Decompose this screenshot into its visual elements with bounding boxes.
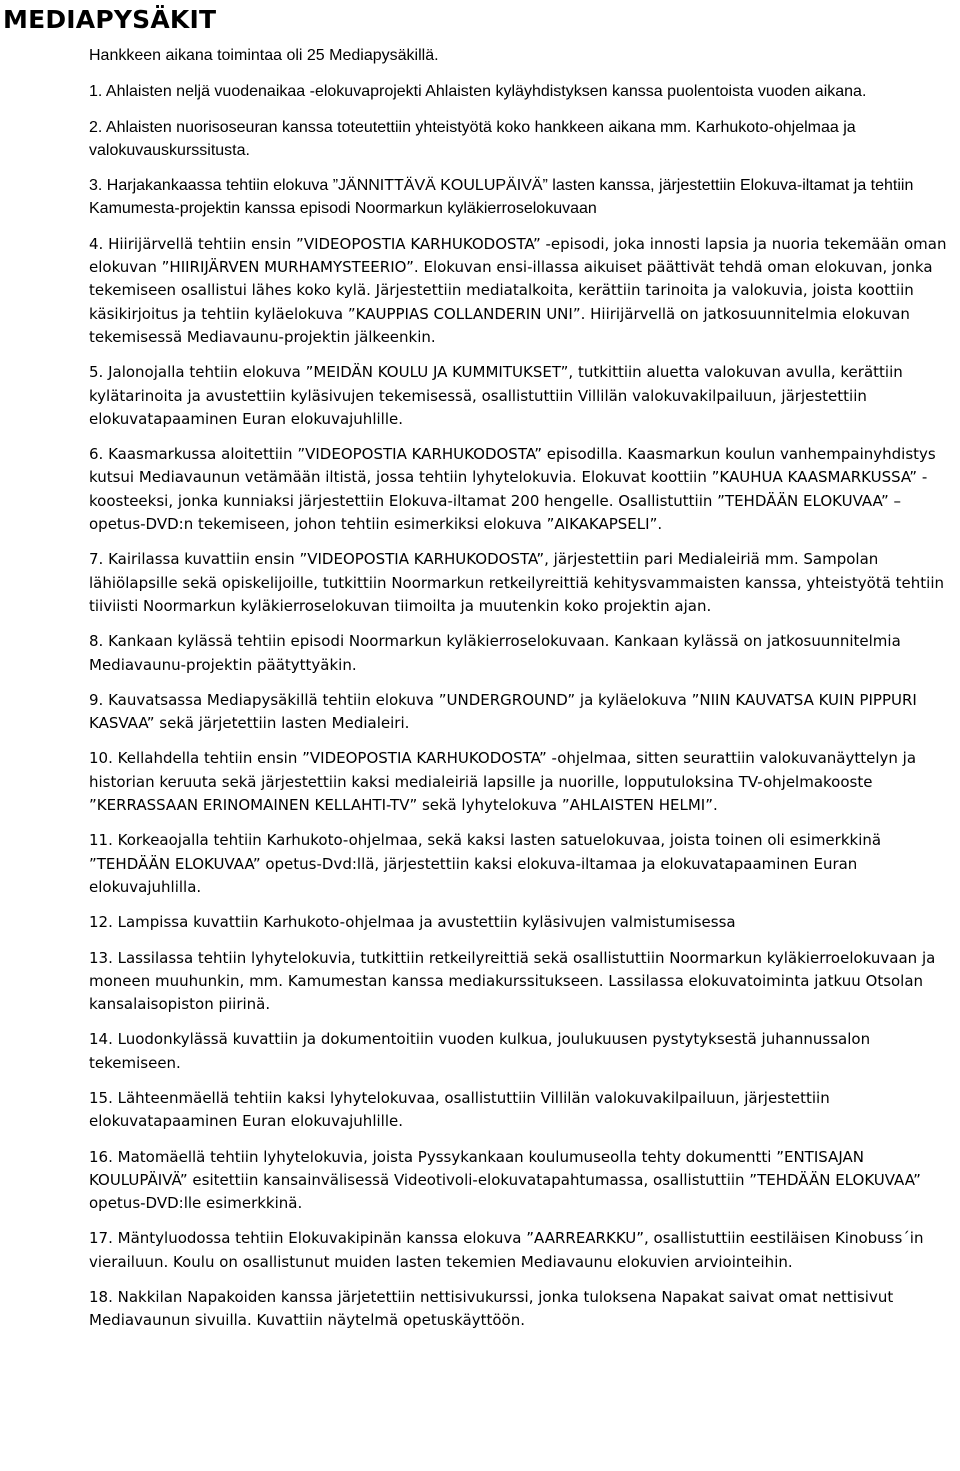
list-item: 11. Korkeaojalla tehtiin Karhukoto-ohjelmaa, sekä kaksi lasten satuelokuvaa, joista toinen oli esimerkkinä ”TEHDÄÄN ELOKUVAA” opetus-Dvd:llä, järjestettiin kaksi elokuva-iltamaa ja elokuvatapaaminen Euran elokuvajuhlilla. (89, 831, 882, 896)
list-item: 14. Luodonkylässä kuvattiin ja dokumentoitiin vuoden kulkua, joulukuusen pystytyksestä juhannussalon tekemiseen. (89, 1030, 871, 1072)
list-item: 16. Matomäellä tehtiin lyhytelokuvia, joista Pyssykankaan koulumuseolla tehty dokumentti ”ENTISAJAN KOULUPÄIVÄ” esitettiin kansainvälisessä Videotivoli-elokuvatapahtumassa, osallistuttiin ”TEHDÄÄN ELOKUVAA” opetus-DVD:lle esimerkkinä. (89, 1147, 921, 1213)
list-item: 17. Mäntyluodossa tehtiin Elokuvakipinän kanssa elokuva ”AARREARKKU”, osallistuttiin eestiläisen Kinobuss´in vierailuun. Koulu on osallistunut muiden lasten tekemien Mediavaunu elokuvien arviointeihin. (89, 1229, 924, 1271)
list-item: 6. Kaasmarkussa aloitettiin ”VIDEOPOSTIA KARHUKODOSTA” episodilla. Kaasmarkun koulun vanhempainyhdistys kutsui Mediavaunun vetämään iltistä, jossa tehtiin lyhytelokuvia. Elokuvat koottiin ”KAUHUA KAASMARKUSSA” -koosteeksi, jonka kunniaksi järjestettiin Elokuva-iltamat 200 hengelle. Osallistuttiin ”TEHDÄÄN ELOKUVAA” –opetus-DVD:n tekemiseen, johon tehtiin esimerkiksi elokuva ”AIKAKAPSELI”. (89, 445, 936, 534)
list-item: 15. Lähteenmäellä tehtiin kaksi lyhytelokuvaa, osallistuttiin Villilän valokuvakilpailuun, järjestettiin elokuvatapaaminen Euran elokuvajuhlille. (89, 1088, 830, 1131)
list-item: 9. Kauvatsassa Mediapysäkillä tehtiin elokuva ”UNDERGROUND” ja kyläelokuva ”NIIN KAUVATSA KUIN PIPPURI KASVAA” sekä järjetettiin lasten Medialeiri. (89, 690, 917, 733)
list-item: 13. Lassilassa tehtiin lyhytelokuvia, tutkittiin retkeilyreittiä sekä osallistuttiin Noormarkun kyläkierroelokuvaan ja moneen muuhunkin, mm. Kamumestan kanssa mediakurssitukseen. Lassilassa elokuvatoiminta jatkuu Otsolan kansalaisopiston piirinä. (89, 948, 936, 1014)
list-item: 12. Lampissa kuvattiin Karhukoto-ohjelmaa ja avustettiin kyläsivujen valmistumisessa (89, 913, 736, 932)
intro-paragraph: Hankkeen aikana toimintaa oli 25 Mediapysäkillä. (89, 47, 439, 64)
list-item: 7. Kairilassa kuvattiin ensin ”VIDEOPOSTIA KARHUKODOSTA”, järjestettiin pari Medialeiriä mm. Sampolan lähiölapsille sekä opiskelijoille, tutkittiin Noormarkun retkeilyreittiä kehitysvammaisten kanssa, yhteistyötä tehtiin tiiviisti Noormarkun kyläkierroselokuvan tiimoilta ja muutenkin koko projektin ajan. (89, 550, 945, 615)
list-item: 3. Harjakankaassa tehtiin elokuva ”JÄNNITTÄVÄ KOULUPÄIVÄ” lasten kanssa, järjestettiin Elokuva-iltamat ja tehtiin Kamumesta-projektin kanssa episodi Noormarkun kyläkierroselokuvaan (89, 177, 914, 218)
list-item: 8. Kankaan kylässä tehtiin episodi Noormarkun kyläkierroselokuvaan. Kankaan kylässä on jatkosuunnitelmia Mediavaunu-projektin päätyttyäkin. (89, 632, 901, 674)
document-body (89, 44, 957, 1333)
page-title: MEDIAPYSÄKIT (3, 5, 217, 34)
list-item: 4. Hiirijärvellä tehtiin ensin ”VIDEOPOSTIA KARHUKODOSTA” -episodi, joka innosti lapsia ja nuoria tekemään oman elokuvan ”HIIRIJÄRVEN MURHAMYSTEERIO”. Elokuvan ensi-illassa aikuiset päättivät tehdä oman elokuvan, jonka tekemiseen osallistui lähes koko kylä. Järjestettiin mediatalkoita, kerättiin tarinoita ja valokuvia, joista koottiin käsikirjoitus ja tehtiin kyläelokuva ”KAUPPIAS COLLANDERIN UNI”. Hiirijärvellä on jatkosuunnitelmia elokuvan tekemisessä Mediavaunu-projektin jälkeenkin. (89, 234, 947, 346)
list-item: 10. Kellahdella tehtiin ensin ”VIDEOPOSTIA KARHUKODOSTA” -ohjelmaa, sitten seurattiin valokuvanäyttelyn ja historian keruuta sekä järjestettiin kaksi medialeiriä lapsille ja nuorille, lopputuloksina TV-ohjelmakooste ”KERRASSAAN ERINOMAINEN KELLAHTI-TV” sekä lyhytelokuva ”AHLAISTEN HELMI”. (89, 749, 917, 815)
list-item: 18. Nakkilan Napakoiden kanssa järjetettiin nettisivukurssi, jonka tuloksena Napakat saivat omat nettisivut Mediavaunun sivuilla. Kuvattiin näytelmä opetuskäyttöön. (89, 1288, 894, 1330)
list-item: 1. Ahlaisten neljä vuodenaikaa -elokuvaprojekti Ahlaisten kyläyhdistyksen kanssa puolentoista vuoden aikana. (89, 83, 867, 101)
list-item: 5. Jalonojalla tehtiin elokuva ”MEIDÄN KOULU JA KUMMITUKSET”, tutkittiin aluetta valokuvan avulla, kerättiin kylätarinoita ja avustettiin kyläsivujen tekemisessä, osallistuttiin Villilän valokuvakilpailuun, järjestettiin elokuvatapaaminen Euran elokuvajuhlille. (89, 363, 903, 428)
list-item: 2. Ahlaisten nuorisoseuran kanssa toteutettiin yhteistyötä koko hankkeen aikana mm. Karhukoto-ohjelmaa ja valokuvauskurssitusta. (89, 118, 856, 159)
